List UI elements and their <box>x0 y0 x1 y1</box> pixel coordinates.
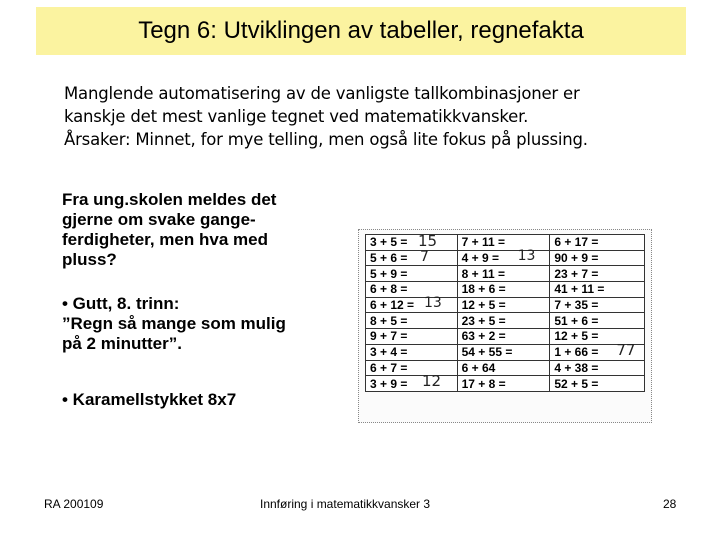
table-cell: 23 + 7 = <box>550 266 645 282</box>
table-cell: 18 + 6 = <box>457 282 550 298</box>
table-row <box>366 297 645 313</box>
handwritten-answer: 15 <box>418 232 438 250</box>
table-cell: 3 + 9 = 12 <box>366 376 458 392</box>
table-row <box>366 376 645 392</box>
table-cell: 12 + 5 = <box>457 297 550 313</box>
intro-paragraph <box>64 82 684 151</box>
table-cell: 7 + 11 = <box>457 235 550 251</box>
bullet-line: • Gutt, 8. trinn: <box>62 294 180 313</box>
footer-author: RA 200109 <box>44 497 104 511</box>
table-row <box>366 282 645 298</box>
handwritten-answer: 7 <box>420 248 429 265</box>
left-text-line: Fra ung.skolen meldes det <box>62 190 277 209</box>
table-cell: 51 + 6 = <box>550 313 645 329</box>
title-bar <box>36 7 686 55</box>
handwritten-answer: 13 <box>424 294 442 311</box>
left-text-block <box>62 190 347 270</box>
table-cell: 5 + 9 = <box>366 266 458 282</box>
table-row <box>366 313 645 329</box>
table-cell: 4 + 38 = <box>550 360 645 376</box>
table-cell: 7 + 35 = <box>550 297 645 313</box>
table-cell: 90 + 9 = <box>550 250 645 266</box>
slide-title: Tegn 6: Utviklingen av tabeller, regnefakta <box>138 17 584 44</box>
table-cell: 8 + 11 = <box>457 266 550 282</box>
table-cell: 6 + 7 = <box>366 360 458 376</box>
bullet-gutt <box>62 294 286 354</box>
worksheet-table <box>365 234 645 392</box>
table-cell: 9 + 7 = <box>366 329 458 345</box>
table-cell: 6 + 12 = 13 <box>366 297 458 313</box>
left-text-line: pluss? <box>62 250 117 269</box>
table-cell: 63 + 2 = <box>457 329 550 345</box>
bullet-karamell: • Karamellstykket 8x7 <box>62 390 237 409</box>
table-cell: 4 + 9 = 13 <box>457 250 550 266</box>
intro-line-1: Manglende automatisering av de vanligste tallkombinasjoner er <box>64 84 580 103</box>
table-cell: 6 + 64 <box>457 360 550 376</box>
table-cell: 3 + 5 = 15 <box>366 235 458 251</box>
bullet-line: på 2 minutter”. <box>62 334 182 353</box>
handwritten-answer: 77 <box>616 340 636 359</box>
footer-course: Innføring i matematikkvansker 3 <box>260 497 431 511</box>
bullet-line: ”Regn så mange som mulig <box>62 314 286 333</box>
table-cell: 8 + 5 = <box>366 313 458 329</box>
worksheet-image <box>358 229 652 423</box>
table-cell: 41 + 11 = <box>550 282 645 298</box>
table-row <box>366 329 645 345</box>
table-cell: 1 + 66 = 77 <box>550 344 645 360</box>
intro-line-2: kanskje det mest vanlige tegnet ved matematikkvansker. <box>64 107 529 126</box>
table-row <box>366 360 645 376</box>
table-row <box>366 250 645 266</box>
intro-line-3: Årsaker: Minnet, for mye telling, men også lite fokus på plussing. <box>64 130 588 149</box>
table-row <box>366 235 645 251</box>
handwritten-answer: 13 <box>517 247 536 264</box>
left-text-line: gjerne om svake gange- <box>62 210 256 229</box>
table-cell: 17 + 8 = <box>457 376 550 392</box>
table-cell: 23 + 5 = <box>457 313 550 329</box>
table-cell: 6 + 8 = <box>366 282 458 298</box>
handwritten-answer: 12 <box>422 372 442 391</box>
table-cell: 12 + 5 = <box>550 329 645 345</box>
table-cell: 3 + 4 = <box>366 344 458 360</box>
table-row <box>366 266 645 282</box>
table-cell: 5 + 6 = 7 <box>366 250 458 266</box>
footer-page-number: 28 <box>663 497 677 511</box>
table-row <box>366 344 645 360</box>
table-cell: 6 + 17 = <box>550 235 645 251</box>
table-cell: 52 + 5 = <box>550 376 645 392</box>
left-text-line: ferdigheter, men hva med <box>62 230 268 249</box>
table-cell: 54 + 55 = <box>457 344 550 360</box>
